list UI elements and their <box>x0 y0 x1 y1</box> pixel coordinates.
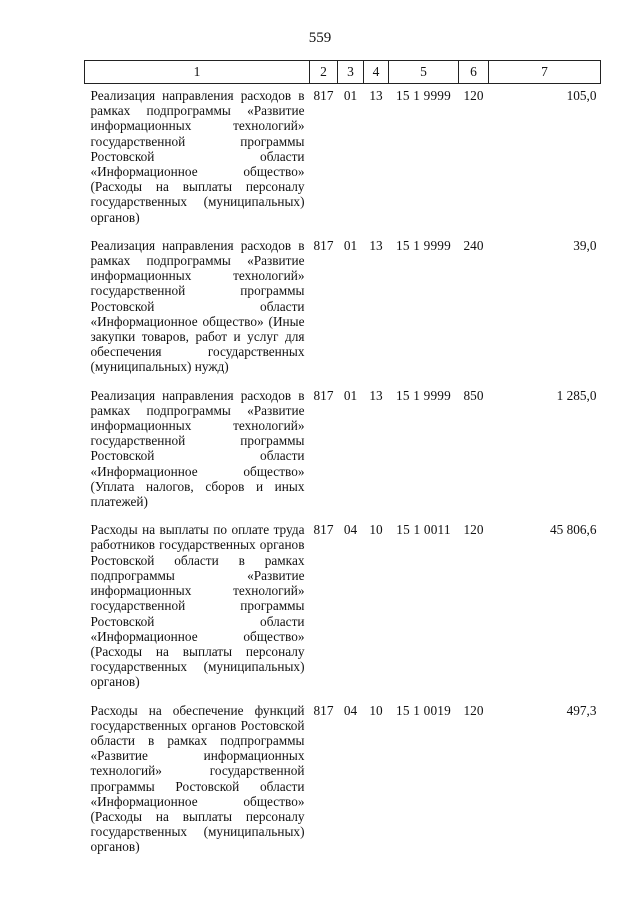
row-target-article: 15 1 9999 <box>396 387 451 403</box>
budget-table <box>84 60 601 864</box>
table-header <box>85 61 601 84</box>
header-col-1: 1 <box>85 61 310 84</box>
header-col-7: 7 <box>489 61 601 84</box>
table-row <box>85 234 601 384</box>
row-section-code: 04 <box>343 522 358 538</box>
row-description: Реализация направления расходов в рамках подпрограммы «Развитие информационных технологий» государственной программы Ростовской области «Информационное общество» (Уплата налогов, сборов и иных платежей) <box>90 387 305 510</box>
row-ministry-code: 817 <box>313 387 334 403</box>
row-description: Реализация направления расходов в рамках подпрограммы «Развитие информационных технологий» государственной программы Ростовской области «Информационное общество» (Иные закупки товаров, работ и услуг для обеспечения государственных (муниципальных) нужд) <box>90 237 305 375</box>
row-expense-type: 850 <box>463 387 484 403</box>
header-col-2: 2 <box>310 61 338 84</box>
row-target-article: 15 1 0019 <box>396 702 451 718</box>
row-target-article: 15 1 9999 <box>396 88 451 103</box>
header-col-6: 6 <box>459 61 489 84</box>
header-col-5: 5 <box>389 61 459 84</box>
table-row <box>85 518 601 698</box>
row-expense-type: 120 <box>463 88 484 103</box>
row-subsection-code: 10 <box>369 522 383 538</box>
row-section-code: 01 <box>343 237 358 253</box>
row-amount: 45 806,6 <box>549 522 597 538</box>
table-row <box>85 699 601 864</box>
row-subsection-code: 10 <box>369 702 383 718</box>
row-description: Расходы на выплаты по оплате труда работников государственных органов Ростовской области в рамках подпрограммы «Развитие информационных технологий» государственной программы Ростовской области «Информационное общество» (Расходы на выплаты персоналу государственных (муниципальных) органов) <box>90 522 305 690</box>
row-section-code: 01 <box>343 88 358 103</box>
header-col-3: 3 <box>338 61 364 84</box>
row-subsection-code: 13 <box>369 88 383 103</box>
header-col-4: 4 <box>364 61 389 84</box>
row-ministry-code: 817 <box>313 522 334 538</box>
row-target-article: 15 1 9999 <box>396 237 451 253</box>
row-subsection-code: 13 <box>369 387 383 403</box>
row-ministry-code: 817 <box>313 237 334 253</box>
row-expense-type: 120 <box>463 522 484 538</box>
row-amount: 1 285,0 <box>556 387 597 403</box>
row-subsection-code: 13 <box>369 237 383 253</box>
row-amount: 105,0 <box>566 88 597 103</box>
row-description: Расходы на обеспечение функций государственных органов Ростовской области в рамках подпрограммы «Развитие информационных технологий» государственной программы Ростовской области «Информационное общество» (Расходы на выплаты персоналу государственных (муниципальных) органов) <box>90 702 305 855</box>
row-ministry-code: 817 <box>313 88 334 103</box>
row-section-code: 04 <box>343 702 358 718</box>
row-target-article: 15 1 0011 <box>396 522 451 538</box>
page-number: 559 <box>308 30 332 46</box>
row-expense-type: 240 <box>463 237 484 253</box>
header-row <box>85 61 601 84</box>
row-amount: 497,3 <box>566 702 597 718</box>
table-row <box>85 84 601 234</box>
table-body <box>85 84 601 864</box>
row-amount: 39,0 <box>573 237 597 253</box>
row-ministry-code: 817 <box>313 702 334 718</box>
row-expense-type: 120 <box>463 702 484 718</box>
table-row <box>85 384 601 519</box>
row-section-code: 01 <box>343 387 358 403</box>
row-description: Реализация направления расходов в рамках подпрограммы «Развитие информационных технологий» государственной программы Ростовской области «Информационное общество» (Расходы на выплаты персоналу государственных (муниципальных) органов) <box>90 88 305 225</box>
